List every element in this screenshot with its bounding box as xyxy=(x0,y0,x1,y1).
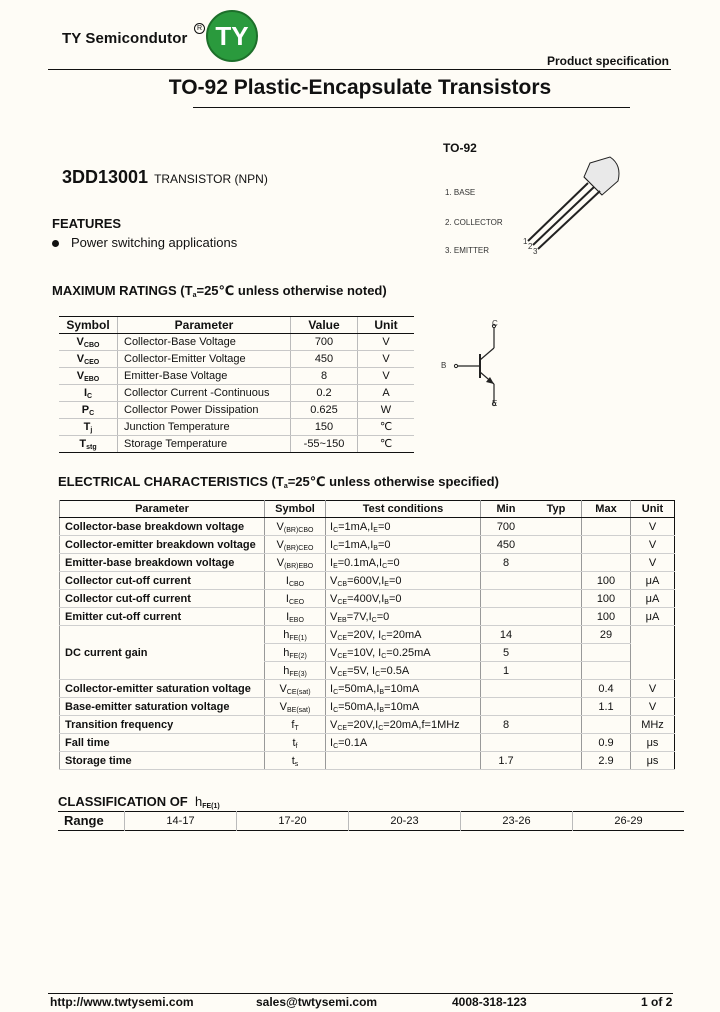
ec-parameter: Collector cut-off current xyxy=(60,572,265,590)
footer-phone: 4008-318-123 xyxy=(452,995,527,1009)
ec-max: 0.9 xyxy=(582,734,631,752)
electrical-row xyxy=(60,554,675,572)
ec-symbol: $V_{(BR)CBO}$ xyxy=(265,518,326,536)
rating-value: 0.2 xyxy=(291,385,358,402)
schematic-e-label: E xyxy=(492,399,498,408)
ec-parameter: Base-emitter saturation voltage xyxy=(60,698,265,716)
rating-symbol: $V_{CBO}$ xyxy=(59,334,118,351)
range-label: Range xyxy=(64,813,104,828)
ec-max xyxy=(582,662,631,680)
col-typ: Typ xyxy=(531,501,582,518)
footer-divider xyxy=(48,993,673,994)
ec-symbol: $h_{FE(1)}$ xyxy=(265,626,326,644)
pin-base-label: 1. BASE xyxy=(445,188,476,197)
classification-table xyxy=(58,811,684,831)
rating-parameter: Collector-Emitter Voltage xyxy=(118,351,291,368)
electrical-row xyxy=(60,716,675,734)
classification-heading: CLASSIFICATION OF $h_{FE(1)}$ xyxy=(58,794,220,810)
rating-unit: ℃ xyxy=(358,419,415,436)
ec-condition: $I_C=50mA,I_B=10mA$ xyxy=(326,680,481,698)
ec-parameter: Collector-emitter saturation voltage xyxy=(60,680,265,698)
pin-emitter-label: 3. EMITTER xyxy=(445,246,490,255)
ec-typ xyxy=(531,554,582,572)
ec-max: 100 xyxy=(582,572,631,590)
package-label: TO-92 xyxy=(443,141,477,155)
ec-unit: V xyxy=(631,680,675,698)
electrical-row xyxy=(60,698,675,716)
pin-collector-label: 2. COLLECTOR xyxy=(445,218,503,227)
ec-min: 450 xyxy=(481,536,532,554)
col-min: Min xyxy=(481,501,532,518)
ec-condition: $V_{CE}=10V$, $I_C=0.25mA$ xyxy=(326,644,481,662)
ec-min: 1 xyxy=(481,662,532,680)
ec-parameter: Collector-base breakdown voltage xyxy=(60,518,265,536)
ec-symbol: $I_{CBO}$ xyxy=(265,572,326,590)
range-cell: 26-29 xyxy=(573,812,685,831)
rating-unit: V xyxy=(358,334,415,351)
ec-typ xyxy=(531,698,582,716)
base-node xyxy=(454,364,457,367)
ec-condition: $V_{CE}=20V$, $I_C=20mA$ xyxy=(326,626,481,644)
ec-symbol: $V_{(BR)CEO}$ xyxy=(265,536,326,554)
ec-symbol: $h_{FE(3)}$ xyxy=(265,662,326,680)
company-logo: TY xyxy=(206,10,258,62)
ec-condition: $V_{CE}=400V,I_B=0$ xyxy=(326,590,481,608)
col-symbol: Symbol xyxy=(59,317,118,334)
ec-typ xyxy=(531,716,582,734)
ec-typ xyxy=(531,752,582,770)
rating-symbol: $T_j$ xyxy=(59,419,118,436)
col-parameter: Parameter xyxy=(60,501,265,518)
electrical-row xyxy=(60,626,675,644)
ec-max xyxy=(582,518,631,536)
ec-unit: V xyxy=(631,518,675,536)
ec-parameter: Emitter cut-off current xyxy=(60,608,265,626)
page-title: TO-92 Plastic-Encapsulate Transistors xyxy=(168,76,552,99)
ec-condition: $V_{EB}=7V,I_C=0$ xyxy=(326,608,481,626)
rating-value: 0.625 xyxy=(291,402,358,419)
footer-page-number: 1 of 2 xyxy=(641,995,673,1009)
ec-unit: MHz xyxy=(631,716,675,734)
rating-symbol: $T_{stg}$ xyxy=(59,436,118,453)
lead-3 xyxy=(538,191,600,249)
ec-unit: μA xyxy=(631,590,675,608)
ec-typ xyxy=(531,572,582,590)
ec-unit: V xyxy=(631,698,675,716)
ec-condition: $V_{CE}=5V$, $I_C=0.5A$ xyxy=(326,662,481,680)
pin-number-2: 2 xyxy=(528,242,533,251)
max-rating-row xyxy=(59,436,414,453)
title-underline xyxy=(193,107,630,108)
max-rating-row xyxy=(59,402,414,419)
electrical-row xyxy=(60,608,675,626)
ec-typ xyxy=(531,734,582,752)
col-test-conditions: Test conditions xyxy=(326,501,481,518)
ec-max xyxy=(582,644,631,662)
max-rating-row xyxy=(59,385,414,402)
rating-unit: V xyxy=(358,368,415,385)
col-unit: Unit xyxy=(358,317,415,334)
ec-condition: $V_{CB}=600V,I_E=0$ xyxy=(326,572,481,590)
ec-typ xyxy=(531,644,582,662)
ec-typ xyxy=(531,608,582,626)
ec-max: 1.1 xyxy=(582,698,631,716)
max-rating-row xyxy=(59,368,414,385)
ec-condition: $I_C=0.1A$ xyxy=(326,734,481,752)
ec-parameter: DC current gain xyxy=(60,626,265,680)
ec-unit: μA xyxy=(631,572,675,590)
header-divider xyxy=(48,69,671,70)
lead-2 xyxy=(533,187,594,245)
ec-max: 29 xyxy=(582,626,631,644)
rating-unit: ℃ xyxy=(358,436,415,453)
rating-value: 450 xyxy=(291,351,358,368)
range-cell: 17-20 xyxy=(237,812,349,831)
ec-min xyxy=(481,698,532,716)
rating-parameter: Emitter-Base Voltage xyxy=(118,368,291,385)
rating-parameter: Collector Current -Continuous xyxy=(118,385,291,402)
to92-package-drawing xyxy=(518,155,628,255)
ec-max xyxy=(582,536,631,554)
col-symbol: Symbol xyxy=(265,501,326,518)
ec-min: 14 xyxy=(481,626,532,644)
bullet-icon xyxy=(52,240,59,247)
electrical-characteristics-table xyxy=(59,500,675,770)
ec-unit: V xyxy=(631,536,675,554)
ec-condition: $I_E=0.1mA,I_C=0$ xyxy=(326,554,481,572)
max-rating-row xyxy=(59,419,414,436)
ec-parameter: Emitter-base breakdown voltage xyxy=(60,554,265,572)
max-ratings-heading: MAXIMUM RATINGS ($T_a=25℃$ unless otherwise noted) xyxy=(52,283,387,299)
features-heading: FEATURES xyxy=(52,216,122,231)
ec-min: 8 xyxy=(481,716,532,734)
ec-symbol: $f_T$ xyxy=(265,716,326,734)
ec-symbol: $h_{FE(2)}$ xyxy=(265,644,326,662)
ec-typ xyxy=(531,536,582,554)
ec-max: 100 xyxy=(582,590,631,608)
range-cell: 14-17 xyxy=(125,812,237,831)
rating-unit: V xyxy=(358,351,415,368)
ec-min xyxy=(481,680,532,698)
ec-condition: $V_{CE}=20V,I_C=20mA,f=1MHz$ xyxy=(326,716,481,734)
col-parameter: Parameter xyxy=(118,317,291,334)
electrical-row xyxy=(60,518,675,536)
ec-min xyxy=(481,572,532,590)
ec-symbol: $t_s$ xyxy=(265,752,326,770)
ec-symbol: $V_{BE(sat)}$ xyxy=(265,698,326,716)
ec-symbol: $V_{(BR)EBO}$ xyxy=(265,554,326,572)
ec-condition xyxy=(326,752,481,770)
rating-value: 700 xyxy=(291,334,358,351)
ec-min xyxy=(481,734,532,752)
electrical-row xyxy=(60,734,675,752)
part-number: 3DD13001 xyxy=(62,167,149,187)
ec-condition: $I_C=50mA,I_B=10mA$ xyxy=(326,698,481,716)
ec-max: 0.4 xyxy=(582,680,631,698)
max-ratings-table xyxy=(59,316,414,453)
ec-min: 8 xyxy=(481,554,532,572)
ec-unit xyxy=(631,626,675,680)
feature-item: Power switching applications xyxy=(52,235,237,250)
ec-parameter: Collector cut-off current xyxy=(60,590,265,608)
ec-parameter: Collector-emitter breakdown voltage xyxy=(60,536,265,554)
rating-symbol: $V_{EBO}$ xyxy=(59,368,118,385)
ec-typ xyxy=(531,518,582,536)
schematic-b-label: B xyxy=(441,361,447,370)
footer-website-link[interactable]: http://www.twtysemi.com xyxy=(50,995,194,1009)
rating-symbol: $P_C$ xyxy=(59,402,118,419)
company-name: TY Semicondutor xyxy=(62,30,188,47)
ec-parameter: Storage time xyxy=(60,752,265,770)
ec-typ xyxy=(531,626,582,644)
rating-symbol: $V_{CEO}$ xyxy=(59,351,118,368)
electrical-heading: ELECTRICAL CHARACTERISTICS ($T_a=25℃$ unless otherwise specified) xyxy=(58,474,499,490)
ec-symbol: $I_{CEO}$ xyxy=(265,590,326,608)
ec-unit: μs xyxy=(631,734,675,752)
ec-typ xyxy=(531,680,582,698)
electrical-row xyxy=(60,536,675,554)
electrical-row xyxy=(60,572,675,590)
rating-unit: W xyxy=(358,402,415,419)
part-heading xyxy=(62,167,268,188)
rating-value: 8 xyxy=(291,368,358,385)
range-cell: 20-23 xyxy=(349,812,461,831)
ec-unit: V xyxy=(631,554,675,572)
pin-number-1: 1 xyxy=(523,237,528,246)
ec-symbol: $V_{CE(sat)}$ xyxy=(265,680,326,698)
ec-typ xyxy=(531,590,582,608)
col-max: Max xyxy=(582,501,631,518)
max-rating-row xyxy=(59,334,414,351)
electrical-row xyxy=(60,590,675,608)
ec-max: 100 xyxy=(582,608,631,626)
ec-symbol: $t_f$ xyxy=(265,734,326,752)
part-description: TRANSISTOR (NPN) xyxy=(154,172,268,186)
rating-symbol: $I_C$ xyxy=(59,385,118,402)
ec-condition: $I_C=1mA,I_E=0$ xyxy=(326,518,481,536)
ec-min xyxy=(481,590,532,608)
col-value: Value xyxy=(291,317,358,334)
ec-min: 1.7 xyxy=(481,752,532,770)
electrical-row xyxy=(60,752,675,770)
ec-unit: μA xyxy=(631,608,675,626)
ec-unit: μs xyxy=(631,752,675,770)
electrical-row xyxy=(60,680,675,698)
rating-value: 150 xyxy=(291,419,358,436)
ec-condition: $I_C=1mA,I_B=0$ xyxy=(326,536,481,554)
rating-value: -55~150 xyxy=(291,436,358,453)
ec-min: 5 xyxy=(481,644,532,662)
col-unit: Unit xyxy=(631,501,675,518)
transistor-body xyxy=(584,157,619,195)
ec-max xyxy=(582,716,631,734)
ec-symbol: $I_{EBO}$ xyxy=(265,608,326,626)
rating-parameter: Storage Temperature xyxy=(118,436,291,453)
ec-min: 700 xyxy=(481,518,532,536)
rating-parameter: Junction Temperature xyxy=(118,419,291,436)
schematic-c-label: C xyxy=(492,319,498,328)
pin-number-3: 3 xyxy=(533,247,538,256)
product-specification-label: Product specification xyxy=(546,54,669,68)
collector-branch xyxy=(480,348,494,360)
footer-email-link[interactable]: sales@twtysemi.com xyxy=(256,995,378,1009)
registered-mark: R xyxy=(194,23,205,34)
rating-parameter: Collector Power Dissipation xyxy=(118,402,291,419)
max-rating-row xyxy=(59,351,414,368)
ec-max: 2.9 xyxy=(582,752,631,770)
ec-max xyxy=(582,554,631,572)
ec-parameter: Fall time xyxy=(60,734,265,752)
ec-min xyxy=(481,608,532,626)
ec-parameter: Transition frequency xyxy=(60,716,265,734)
rating-parameter: Collector-Base Voltage xyxy=(118,334,291,351)
range-cell: 23-26 xyxy=(461,812,573,831)
rating-unit: A xyxy=(358,385,415,402)
npn-schematic-symbol xyxy=(440,318,520,410)
ec-typ xyxy=(531,662,582,680)
